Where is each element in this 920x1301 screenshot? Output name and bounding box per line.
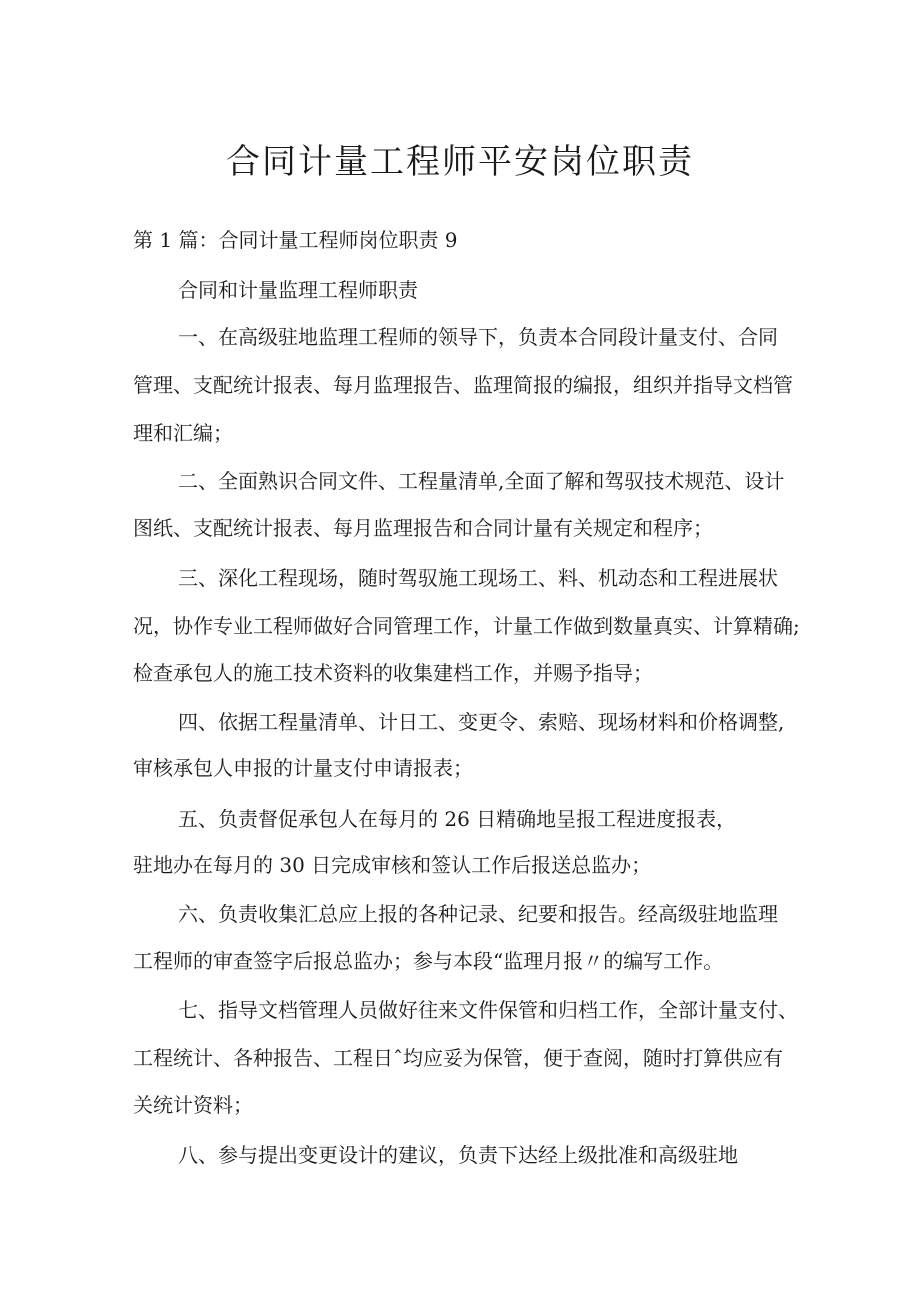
paragraph-line: 管理、支配统计报表、每月监理报告、监理简报的编报，组织并指导文档管 [133, 373, 793, 397]
paragraph-line: 七、指导文档管理人员做好往来文件保管和归档工作，全部计量支付、 [178, 998, 798, 1022]
paragraph-line: 五、负责督促承包人在每月的 26 日精确地呈报工程进度报表， [178, 807, 737, 831]
paragraph-line: 关统计资料； [133, 1093, 253, 1117]
paragraph-line: 工程师的审查签字后报总监办；参与本段“监理月报〃的编写工作。 [133, 949, 724, 973]
document-title: 合同计量工程师平安岗位职责 [226, 142, 694, 182]
paragraph-line: 图纸、支配统计报表、每月监理报告和合同计量有关规定和程序； [133, 516, 713, 540]
paragraph-line: 驻地办在每月的 30 日完成审核和签认工作后报送总监办； [133, 853, 652, 877]
chapter-subtitle: 第 1 篇：合同计量工程师岗位职责 9 [133, 228, 458, 252]
paragraph-line: 三、深化工程现场，随时驾驭施工现场工、料、机动态和工程进展状 [178, 566, 778, 590]
paragraph-line: 审核承包人申报的计量支付申请报表； [133, 756, 473, 780]
paragraph-line: 八、参与提出变更设计的建议，负责下达经上级批准和高级驻地 [178, 1143, 738, 1167]
paragraph-line: 一、在高级驻地监理工程师的领导下，负责本合同段计量支付、合同 [178, 325, 778, 349]
paragraph-line: 四、依据工程量清单、计日工、变更令、索赔、现场材料和价格调整, [178, 710, 785, 734]
paragraph-line: 理和汇编； [133, 421, 233, 445]
paragraph-line: 六、负责收集汇总应上报的各种记录、纪要和报告。经高级驻地监理 [178, 902, 778, 926]
paragraph-line: 二、全面熟识合同文件、工程量清单,全面了解和驾驭技术规范、设计 [178, 469, 785, 493]
paragraph-line: 检查承包人的施工技术资料的收集建档工作，并赐予指导； [133, 661, 653, 685]
paragraph-line: 工程统计、各种报告、工程日ˆ均应妥为保管，便于查阅，随时打算供应有 [133, 1046, 783, 1070]
paragraph-line: 况，协作专业工程师做好合同管理工作，计量工作做到数量真实、计算精确; [133, 614, 800, 638]
section-heading: 合同和计量监理工程师职责 [178, 278, 418, 302]
